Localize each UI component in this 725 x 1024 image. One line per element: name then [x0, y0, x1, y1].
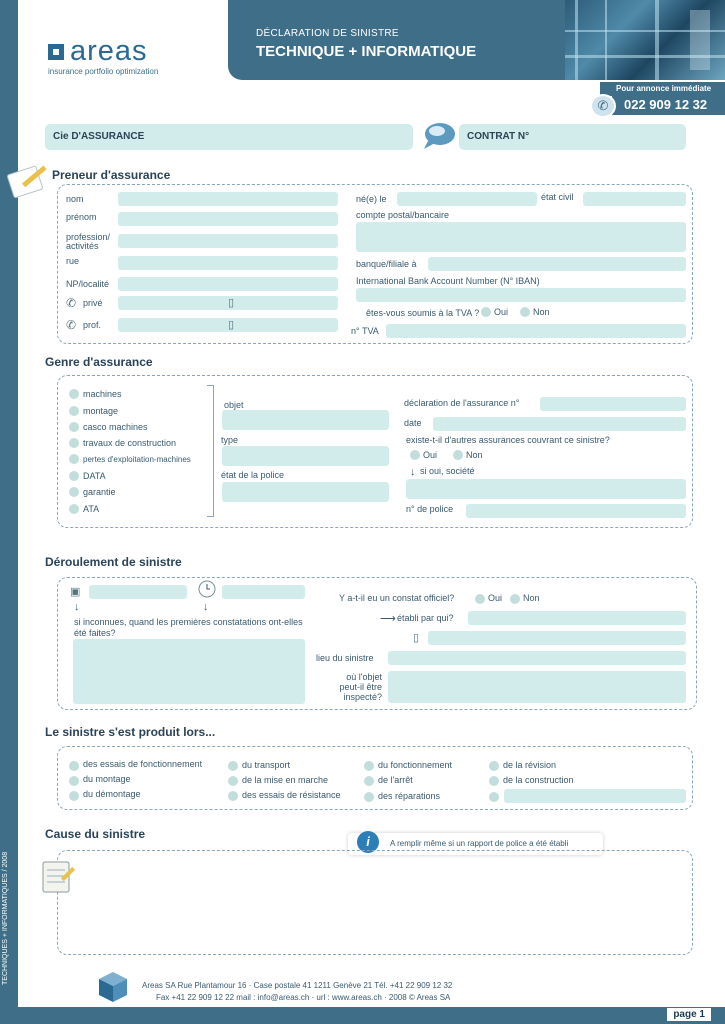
tva-oui-radio[interactable] [481, 307, 491, 317]
label-ne-le: né(e) le [356, 194, 387, 204]
label-autres-non: Non [466, 450, 483, 460]
footer-bar [0, 1007, 725, 1024]
genre-item: DATA [83, 471, 106, 481]
etat-civil-field[interactable] [583, 192, 686, 206]
section-title-preneur: Preneur d'assurance [52, 168, 171, 182]
footer-contact: Fax +41 22 909 12 22 mail : info@areas.ch · url : www.areas.ch · 2008 © Areas SA [156, 993, 451, 1002]
label-profession: profession/ activités [66, 232, 111, 251]
cause-box[interactable] [57, 850, 693, 955]
lors-item: des essais de résistance [242, 790, 341, 800]
lors-item: des réparations [378, 791, 441, 801]
genre-item: garantie [83, 487, 116, 497]
footer-address: Areas SA Rue Plantamour 16 · Case postale 41 1211 Genève 21 Tél. +41 22 909 12 32 [142, 981, 453, 990]
rue-field[interactable] [118, 256, 338, 270]
lors-radio[interactable] [364, 776, 374, 786]
lors-radio[interactable] [228, 761, 238, 771]
lors-item: du démontage [83, 789, 141, 799]
header-photo [565, 0, 725, 80]
label-date: date [404, 418, 422, 428]
genre-radio[interactable] [69, 438, 79, 448]
document-subtitle: DÉCLARATION DE SINISTRE [256, 28, 399, 39]
constatations-field[interactable] [73, 639, 305, 704]
genre-item: ATA [83, 504, 100, 514]
type-field[interactable] [222, 446, 389, 466]
genre-radio[interactable] [69, 487, 79, 497]
calendar-icon: ▣ [70, 586, 81, 598]
lors-radio[interactable] [489, 776, 499, 786]
insurer-field[interactable] [45, 124, 413, 150]
areas-cube-logo [96, 970, 130, 1004]
label-tva-oui: Oui [494, 307, 509, 317]
label-tva-non: Non [533, 307, 550, 317]
lors-item: des essais de fonctionnement [83, 759, 203, 769]
section-title-deroulement: Déroulement de sinistre [45, 555, 182, 569]
label-etabli: établi par qui? [397, 613, 454, 623]
lors-radio[interactable] [489, 761, 499, 771]
logo-mark [48, 44, 64, 60]
clock-icon [198, 580, 216, 598]
logo-tagline: insurance portfolio optimization [48, 67, 159, 76]
lors-item: du fonctionnement [378, 760, 453, 770]
side-caption: TECHNIQUES + INFORMATIQUES / 2008 [2, 851, 9, 985]
bracket [207, 385, 214, 517]
section-title-lors: Le sinistre s'est produit lors... [45, 725, 216, 739]
genre-radio[interactable] [69, 454, 79, 464]
notepad-icon [40, 858, 78, 896]
insurer-label: Cie D'ASSURANCE [53, 131, 145, 142]
genre-item: casco machines [83, 422, 148, 432]
genre-item: pertes d'exploitation-machines [83, 455, 191, 464]
societe-field[interactable] [406, 479, 686, 499]
heure-sinistre-field[interactable] [222, 585, 305, 599]
label-prof: prof. [83, 320, 102, 330]
date-field[interactable] [433, 417, 686, 431]
label-autres-assurances: existe-t-il d'autres assurances couvrant ce sinistre? [406, 435, 610, 445]
page-number: page 1 [667, 1008, 711, 1021]
objet-field[interactable] [222, 410, 389, 430]
etabli-field[interactable] [468, 611, 686, 625]
lors-radio[interactable] [228, 791, 238, 801]
label-banque: banque/filiale à [356, 259, 417, 269]
genre-radio[interactable] [69, 471, 79, 481]
tva-number-field[interactable] [386, 324, 686, 338]
date-sinistre-field[interactable] [89, 585, 187, 599]
lors-item: de la construction [503, 775, 574, 785]
lors-item: de l'arrêt [378, 775, 413, 785]
lieu-field[interactable] [388, 651, 686, 665]
compte-field[interactable] [356, 222, 686, 252]
lors-item: de la révision [503, 760, 557, 770]
label-nom: nom [66, 194, 84, 204]
info-icon: i [357, 831, 379, 853]
genre-radio[interactable] [69, 406, 79, 416]
label-constat-oui: Oui [488, 593, 503, 603]
label-declaration: déclaration de l'assurance n° [404, 398, 520, 408]
constat-oui-radio[interactable] [475, 594, 485, 604]
label-si-oui: si oui, société [420, 466, 475, 476]
np-field[interactable] [118, 277, 338, 291]
down-arrow-icon: ↓ [203, 601, 209, 613]
lors-radio[interactable] [69, 776, 79, 786]
telephone-icon: ✆ [66, 296, 77, 310]
inspection-field[interactable] [388, 671, 686, 703]
lors-radio[interactable] [364, 792, 374, 802]
tva-non-radio[interactable] [520, 307, 530, 317]
label-tva-question: êtes-vous soumis à la TVA ? [366, 308, 480, 318]
urgent-phone-number: 022 909 12 32 [612, 95, 725, 115]
label-etat-police: état de la police [221, 470, 285, 480]
genre-item: machines [83, 389, 122, 399]
genre-radio[interactable] [69, 504, 79, 514]
mobile-icon: ▯ [228, 297, 235, 309]
cause-note: A remplir même si un rapport de police a été établi [348, 833, 603, 855]
contract-label: CONTRAT N° [467, 131, 530, 142]
lors-item: du transport [242, 760, 291, 770]
document-title: TECHNIQUE + INFORMATIQUE [256, 43, 477, 60]
prenom-field[interactable] [118, 212, 338, 226]
pencil-note-icon [6, 162, 52, 202]
genre-item: travaux de construction [83, 438, 177, 448]
label-objet: objet [224, 400, 244, 410]
label-prenom: prénom [66, 212, 97, 222]
genre-radio[interactable] [69, 422, 79, 432]
profession-field[interactable] [118, 234, 338, 248]
nom-field[interactable] [118, 192, 338, 206]
contract-field[interactable] [459, 124, 686, 150]
constat-non-radio[interactable] [510, 594, 520, 604]
lors-other-radio[interactable] [489, 792, 499, 802]
label-autres-oui: Oui [423, 450, 438, 460]
telephone-icon: ✆ [66, 318, 77, 332]
genre-item: montage [83, 406, 119, 416]
police-no-field[interactable] [466, 504, 686, 518]
label-constat: Y a-t-il eu un constat officiel? [339, 593, 455, 603]
lors-radio[interactable] [364, 761, 374, 771]
logo-wordmark: areas [70, 35, 148, 67]
label-constat-non: Non [523, 593, 540, 603]
section-title-genre: Genre d'assurance [45, 355, 153, 369]
iban-field[interactable] [356, 288, 686, 302]
label-compte: compte postal/bancaire [356, 210, 450, 220]
lors-item: du montage [83, 774, 131, 784]
section-title-cause: Cause du sinistre [45, 827, 146, 841]
urgent-label: Pour annonce immédiate [600, 82, 725, 96]
label-type: type [221, 435, 239, 445]
label-np: NP/localité [66, 279, 110, 289]
mobile-icon: ▯ [413, 632, 420, 644]
right-arrow-icon: ⟶ [380, 613, 396, 625]
label-prive: privé [83, 298, 103, 308]
label-ou-objet: où l'objet peut-il être inspecté? [339, 672, 382, 702]
label-etat-civil: état civil [541, 192, 574, 202]
autres-non-radio[interactable] [453, 450, 463, 460]
lors-other-field[interactable] [504, 789, 686, 803]
down-arrow-icon: ↓ [74, 601, 80, 613]
autres-oui-radio[interactable] [410, 450, 420, 460]
label-iban: International Bank Account Number (N° IBAN) [356, 276, 540, 286]
lors-radio[interactable] [228, 776, 238, 786]
label-tva-number: n° TVA [351, 326, 379, 336]
lors-radio[interactable] [69, 791, 79, 801]
phone-icon: ✆ [590, 94, 616, 118]
genre-radio[interactable] [69, 389, 79, 399]
label-premieres-constatations: si inconnues, quand les premières constatations ont-elles été faites? [74, 617, 303, 638]
declaration-field[interactable] [540, 397, 686, 411]
birthdate-field[interactable] [397, 192, 537, 206]
label-rue: rue [66, 256, 80, 266]
lors-radio[interactable] [69, 761, 79, 771]
speech-bubble-icon [422, 121, 458, 151]
label-police-no: n° de police [406, 504, 454, 514]
etat-police-field[interactable] [222, 482, 389, 502]
telephone-constat-field[interactable] [428, 631, 686, 645]
lors-item: de la mise en marche [242, 775, 329, 785]
banque-field[interactable] [428, 257, 686, 271]
label-lieu: lieu du sinistre [316, 653, 374, 663]
mobile-icon: ▯ [228, 319, 235, 331]
down-arrow-icon: ↓ [410, 466, 416, 478]
